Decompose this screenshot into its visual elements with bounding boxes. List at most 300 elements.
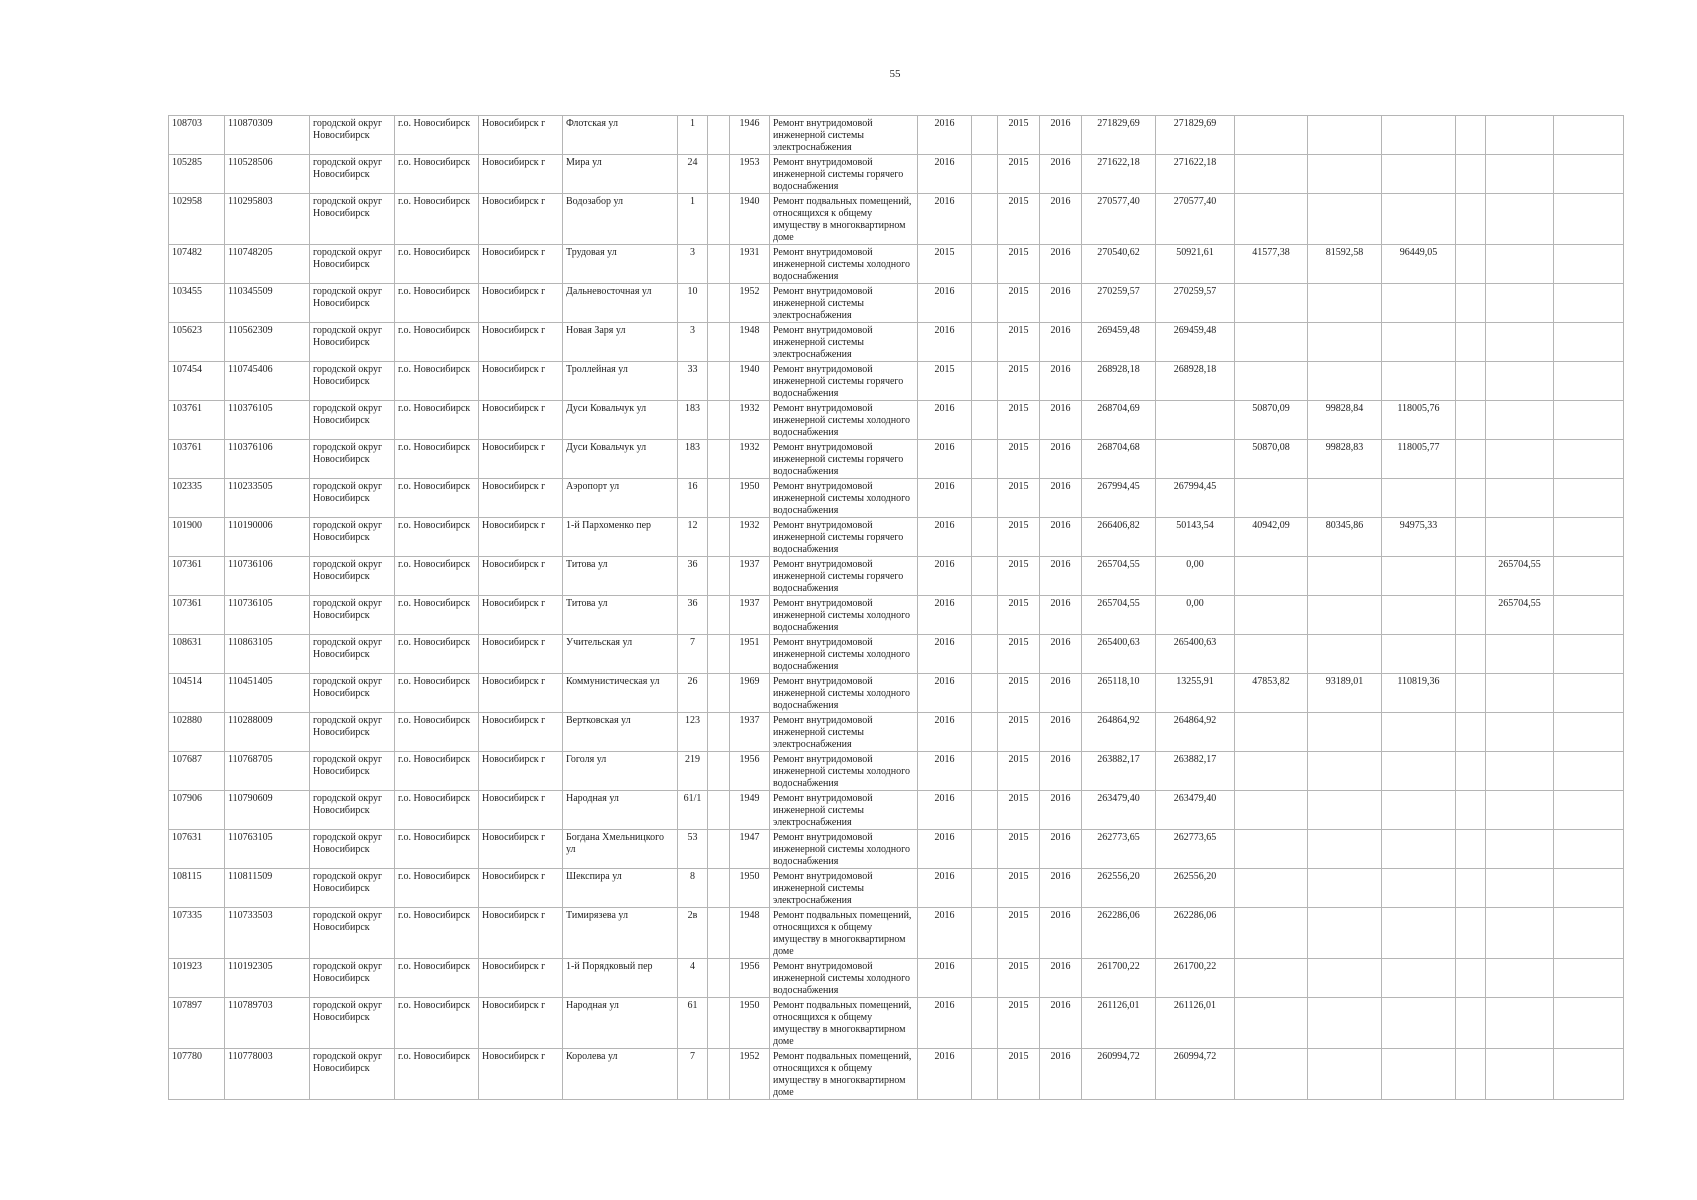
row-okrug bbox=[310, 1049, 395, 1100]
row-plan bbox=[918, 245, 972, 284]
row-empty-d bbox=[1554, 440, 1624, 479]
row-end bbox=[1040, 284, 1082, 323]
row-plan bbox=[918, 830, 972, 869]
row-amount-1 bbox=[1156, 362, 1235, 401]
row-code bbox=[225, 194, 310, 245]
row-id bbox=[169, 830, 225, 869]
row-total-text: 265704,55 bbox=[1097, 598, 1140, 609]
row-plan bbox=[918, 752, 972, 791]
row-go-text: г.о. Новосибирск bbox=[398, 196, 471, 207]
row-total-text: 263479,40 bbox=[1097, 793, 1140, 804]
row-start-text: 2015 bbox=[1008, 676, 1029, 687]
row-start-text: 2015 bbox=[1008, 364, 1029, 375]
row-amount-3 bbox=[1308, 1049, 1382, 1100]
row-go-text: г.о. Новосибирск bbox=[398, 1000, 471, 1011]
row-amount-5 bbox=[1486, 284, 1554, 323]
row-street bbox=[563, 830, 678, 869]
row-okrug bbox=[310, 194, 395, 245]
row-amount-4-text: 110819,36 bbox=[1397, 676, 1440, 687]
table-row bbox=[169, 245, 1624, 284]
row-end bbox=[1040, 440, 1082, 479]
row-amount-5 bbox=[1486, 713, 1554, 752]
row-code-text: 110870309 bbox=[228, 118, 273, 129]
row-work bbox=[770, 635, 918, 674]
row-code bbox=[225, 635, 310, 674]
row-total-text: 268704,68 bbox=[1097, 442, 1140, 453]
row-amount-1 bbox=[1156, 998, 1235, 1049]
row-end bbox=[1040, 557, 1082, 596]
row-end bbox=[1040, 596, 1082, 635]
row-amount-1 bbox=[1156, 245, 1235, 284]
row-year bbox=[730, 713, 770, 752]
row-amount-3 bbox=[1308, 284, 1382, 323]
row-id bbox=[169, 284, 225, 323]
row-year-text: 1940 bbox=[739, 364, 760, 375]
row-code bbox=[225, 518, 310, 557]
row-amount-1-text: 270259,57 bbox=[1173, 286, 1217, 297]
row-end-text: 2016 bbox=[1050, 598, 1071, 609]
row-city-text: Новосибирск г bbox=[482, 481, 546, 492]
row-go bbox=[395, 194, 479, 245]
row-year-text: 1932 bbox=[739, 520, 760, 531]
row-work bbox=[770, 830, 918, 869]
row-amount-4 bbox=[1382, 998, 1456, 1049]
row-amount-1-text: 267994,45 bbox=[1173, 481, 1217, 492]
row-amount-5 bbox=[1486, 557, 1554, 596]
row-start-text: 2015 bbox=[1008, 598, 1029, 609]
row-amount-2 bbox=[1235, 440, 1308, 479]
row-amount-4 bbox=[1382, 116, 1456, 155]
row-code bbox=[225, 479, 310, 518]
row-amount-2-text: 40942,09 bbox=[1252, 520, 1290, 531]
row-city-text: Новосибирск г bbox=[482, 520, 546, 531]
row-street-text: Тимирязева ул bbox=[566, 910, 628, 921]
row-work-text: Ремонт внутридомовой инженерной системы горячего водоснабжения bbox=[773, 559, 904, 594]
row-empty-a bbox=[708, 518, 730, 557]
row-plan-text: 2016 bbox=[934, 598, 955, 609]
row-amount-1-text: 264864,92 bbox=[1173, 715, 1217, 726]
row-empty-a bbox=[708, 245, 730, 284]
row-amount-2 bbox=[1235, 194, 1308, 245]
row-house bbox=[678, 440, 708, 479]
row-street-text: Трудовая ул bbox=[566, 247, 617, 258]
row-go-text: г.о. Новосибирск bbox=[398, 754, 471, 765]
row-street-text: Дуси Ковальчук ул bbox=[566, 442, 647, 453]
row-okrug-text: городской округ Новосибирск bbox=[313, 754, 383, 777]
row-okrug bbox=[310, 401, 395, 440]
row-go bbox=[395, 791, 479, 830]
row-id-text: 107906 bbox=[172, 793, 202, 804]
row-okrug-text: городской округ Новосибирск bbox=[313, 403, 383, 426]
row-total bbox=[1082, 194, 1156, 245]
table-row bbox=[169, 194, 1624, 245]
row-work bbox=[770, 791, 918, 830]
row-amount-1 bbox=[1156, 674, 1235, 713]
row-amount-1-text: 262773,65 bbox=[1173, 832, 1217, 843]
row-empty-a bbox=[708, 869, 730, 908]
row-id-text: 103761 bbox=[172, 442, 202, 453]
table-row bbox=[169, 998, 1624, 1049]
row-work bbox=[770, 401, 918, 440]
row-amount-1 bbox=[1156, 752, 1235, 791]
row-city bbox=[479, 194, 563, 245]
row-start bbox=[998, 362, 1040, 401]
row-work bbox=[770, 908, 918, 959]
row-year-text: 1948 bbox=[739, 325, 760, 336]
row-end-text: 2016 bbox=[1050, 715, 1071, 726]
row-id bbox=[169, 401, 225, 440]
row-year-text: 1947 bbox=[739, 832, 760, 843]
row-house bbox=[678, 998, 708, 1049]
row-street bbox=[563, 596, 678, 635]
row-city bbox=[479, 518, 563, 557]
row-total-text: 267994,45 bbox=[1097, 481, 1140, 492]
row-year-text: 1956 bbox=[739, 961, 760, 972]
row-end-text: 2016 bbox=[1050, 403, 1071, 414]
row-start bbox=[998, 791, 1040, 830]
row-work bbox=[770, 752, 918, 791]
row-amount-5 bbox=[1486, 791, 1554, 830]
row-amount-1-text: 0,00 bbox=[1186, 598, 1204, 609]
row-okrug bbox=[310, 674, 395, 713]
row-id bbox=[169, 362, 225, 401]
row-start-text: 2015 bbox=[1008, 247, 1029, 258]
row-id bbox=[169, 1049, 225, 1100]
row-start-text: 2015 bbox=[1008, 559, 1029, 570]
row-amount-5 bbox=[1486, 116, 1554, 155]
row-city-text: Новосибирск г bbox=[482, 559, 546, 570]
row-okrug bbox=[310, 323, 395, 362]
row-city bbox=[479, 1049, 563, 1100]
row-street bbox=[563, 959, 678, 998]
row-go bbox=[395, 362, 479, 401]
row-plan-text: 2016 bbox=[934, 676, 955, 687]
row-code-text: 110233505 bbox=[228, 481, 273, 492]
row-okrug bbox=[310, 479, 395, 518]
row-amount-1-text: 260994,72 bbox=[1173, 1051, 1217, 1062]
row-start bbox=[998, 518, 1040, 557]
row-work bbox=[770, 518, 918, 557]
row-amount-5-text: 265704,55 bbox=[1498, 598, 1541, 609]
row-empty-a bbox=[708, 362, 730, 401]
row-street-text: Дуси Ковальчук ул bbox=[566, 403, 647, 414]
row-total-text: 262773,65 bbox=[1097, 832, 1140, 843]
row-amount-1-text: 263479,40 bbox=[1173, 793, 1217, 804]
row-amount-2 bbox=[1235, 284, 1308, 323]
row-street bbox=[563, 635, 678, 674]
row-year bbox=[730, 959, 770, 998]
row-year bbox=[730, 245, 770, 284]
row-plan-text: 2016 bbox=[934, 118, 955, 129]
row-house bbox=[678, 362, 708, 401]
row-code bbox=[225, 959, 310, 998]
row-street bbox=[563, 752, 678, 791]
row-house-text: 53 bbox=[687, 832, 698, 843]
row-code bbox=[225, 791, 310, 830]
row-total-text: 269459,48 bbox=[1097, 325, 1140, 336]
row-amount-4-text: 94975,33 bbox=[1399, 520, 1438, 531]
row-okrug-text: городской округ Новосибирск bbox=[313, 520, 383, 543]
row-empty-a bbox=[708, 401, 730, 440]
row-go bbox=[395, 635, 479, 674]
row-amount-5 bbox=[1486, 245, 1554, 284]
row-start bbox=[998, 245, 1040, 284]
row-end-text: 2016 bbox=[1050, 559, 1071, 570]
row-amount-1-text: 50143,54 bbox=[1176, 520, 1214, 531]
row-year-text: 1949 bbox=[739, 793, 760, 804]
row-empty-b bbox=[972, 674, 998, 713]
row-amount-2 bbox=[1235, 830, 1308, 869]
row-year-text: 1952 bbox=[739, 286, 760, 297]
row-house bbox=[678, 245, 708, 284]
row-empty-a bbox=[708, 557, 730, 596]
row-end-text: 2016 bbox=[1050, 325, 1071, 336]
row-street-text: Народная ул bbox=[566, 793, 619, 804]
row-okrug bbox=[310, 518, 395, 557]
row-end bbox=[1040, 1049, 1082, 1100]
row-street-text: Водозабор ул bbox=[566, 196, 623, 207]
row-id-text: 107631 bbox=[172, 832, 202, 843]
row-empty-c bbox=[1456, 557, 1486, 596]
row-street-text: Титова ул bbox=[566, 559, 608, 570]
row-end bbox=[1040, 479, 1082, 518]
row-id-text: 108703 bbox=[172, 118, 202, 129]
row-amount-3 bbox=[1308, 440, 1382, 479]
row-id-text: 107454 bbox=[172, 364, 202, 375]
row-start-text: 2015 bbox=[1008, 832, 1029, 843]
row-go bbox=[395, 998, 479, 1049]
row-amount-3 bbox=[1308, 401, 1382, 440]
row-amount-4-text: 96449,05 bbox=[1399, 247, 1438, 258]
row-amount-3 bbox=[1308, 959, 1382, 998]
row-empty-c bbox=[1456, 440, 1486, 479]
row-work bbox=[770, 440, 918, 479]
row-street-text: Аэропорт ул bbox=[566, 481, 620, 492]
row-year-text: 1937 bbox=[739, 598, 760, 609]
row-house bbox=[678, 323, 708, 362]
row-house bbox=[678, 1049, 708, 1100]
row-amount-1 bbox=[1156, 713, 1235, 752]
row-amount-4 bbox=[1382, 791, 1456, 830]
row-go bbox=[395, 752, 479, 791]
row-empty-c bbox=[1456, 596, 1486, 635]
table-row bbox=[169, 713, 1624, 752]
row-city-text: Новосибирск г bbox=[482, 196, 546, 207]
row-house bbox=[678, 557, 708, 596]
row-total-text: 266406,82 bbox=[1097, 520, 1140, 531]
row-work bbox=[770, 284, 918, 323]
row-plan-text: 2016 bbox=[934, 637, 955, 648]
row-total bbox=[1082, 401, 1156, 440]
row-house bbox=[678, 869, 708, 908]
row-amount-1 bbox=[1156, 401, 1235, 440]
row-year-text: 1950 bbox=[739, 871, 760, 882]
row-amount-2 bbox=[1235, 245, 1308, 284]
row-street bbox=[563, 674, 678, 713]
row-work-text: Ремонт внутридомовой инженерной системы холодного водоснабжения bbox=[773, 598, 910, 633]
row-empty-b bbox=[972, 155, 998, 194]
row-house-text: 7 bbox=[690, 637, 695, 648]
row-amount-1-text: 271622,18 bbox=[1173, 157, 1217, 168]
row-work bbox=[770, 869, 918, 908]
row-city-text: Новосибирск г bbox=[482, 403, 546, 414]
row-amount-2 bbox=[1235, 596, 1308, 635]
row-plan-text: 2016 bbox=[934, 481, 955, 492]
row-city-text: Новосибирск г bbox=[482, 1000, 546, 1011]
row-amount-3 bbox=[1308, 830, 1382, 869]
row-house bbox=[678, 635, 708, 674]
row-work-text: Ремонт внутридомовой инженерной системы горячего водоснабжения bbox=[773, 157, 904, 192]
row-amount-3 bbox=[1308, 998, 1382, 1049]
row-amount-2 bbox=[1235, 674, 1308, 713]
row-empty-d bbox=[1554, 752, 1624, 791]
row-go-text: г.о. Новосибирск bbox=[398, 286, 471, 297]
row-city bbox=[479, 998, 563, 1049]
row-okrug-text: городской округ Новосибирск bbox=[313, 247, 383, 270]
row-amount-2 bbox=[1235, 908, 1308, 959]
row-street-text: Мира ул bbox=[566, 157, 602, 168]
row-id-text: 105623 bbox=[172, 325, 202, 336]
row-go-text: г.о. Новосибирск bbox=[398, 364, 471, 375]
row-end bbox=[1040, 155, 1082, 194]
row-okrug-text: городской округ Новосибирск bbox=[313, 196, 383, 219]
row-work bbox=[770, 998, 918, 1049]
row-id bbox=[169, 908, 225, 959]
row-code-text: 110295803 bbox=[228, 196, 273, 207]
row-start bbox=[998, 908, 1040, 959]
row-start-text: 2015 bbox=[1008, 442, 1029, 453]
row-amount-2 bbox=[1235, 959, 1308, 998]
row-empty-d bbox=[1554, 596, 1624, 635]
row-okrug bbox=[310, 635, 395, 674]
row-city bbox=[479, 245, 563, 284]
row-go bbox=[395, 155, 479, 194]
row-year bbox=[730, 596, 770, 635]
row-end bbox=[1040, 791, 1082, 830]
row-amount-4 bbox=[1382, 752, 1456, 791]
row-plan-text: 2015 bbox=[934, 364, 955, 375]
row-amount-1 bbox=[1156, 323, 1235, 362]
row-plan bbox=[918, 869, 972, 908]
row-year bbox=[730, 479, 770, 518]
row-plan bbox=[918, 518, 972, 557]
table-row bbox=[169, 155, 1624, 194]
row-total bbox=[1082, 284, 1156, 323]
row-street-text: Коммунистическая ул bbox=[566, 676, 660, 687]
row-id-text: 107687 bbox=[172, 754, 202, 765]
row-code-text: 110376105 bbox=[228, 403, 273, 414]
row-work bbox=[770, 1049, 918, 1100]
row-work bbox=[770, 245, 918, 284]
row-city bbox=[479, 674, 563, 713]
row-start-text: 2015 bbox=[1008, 1000, 1029, 1011]
row-code-text: 110528506 bbox=[228, 157, 273, 168]
row-amount-1 bbox=[1156, 791, 1235, 830]
row-empty-b bbox=[972, 998, 998, 1049]
row-go bbox=[395, 596, 479, 635]
row-work-text: Ремонт внутридомовой инженерной системы холодного водоснабжения bbox=[773, 637, 910, 672]
row-house-text: 1 bbox=[690, 118, 695, 129]
row-amount-3-text: 99828,84 bbox=[1325, 403, 1364, 414]
row-go bbox=[395, 959, 479, 998]
row-end-text: 2016 bbox=[1050, 118, 1071, 129]
row-amount-3-text: 99828,83 bbox=[1325, 442, 1364, 453]
row-go bbox=[395, 440, 479, 479]
row-okrug bbox=[310, 116, 395, 155]
row-code bbox=[225, 284, 310, 323]
row-go bbox=[395, 116, 479, 155]
row-id bbox=[169, 752, 225, 791]
row-empty-b bbox=[972, 479, 998, 518]
row-house bbox=[678, 959, 708, 998]
row-amount-3 bbox=[1308, 908, 1382, 959]
row-end-text: 2016 bbox=[1050, 196, 1071, 207]
row-amount-5 bbox=[1486, 479, 1554, 518]
row-go-text: г.о. Новосибирск bbox=[398, 832, 471, 843]
row-work-text: Ремонт внутридомовой инженерной системы холодного водоснабжения bbox=[773, 247, 910, 282]
row-start bbox=[998, 635, 1040, 674]
row-code bbox=[225, 116, 310, 155]
row-work-text: Ремонт внутридомовой инженерной системы холодного водоснабжения bbox=[773, 481, 910, 516]
row-street bbox=[563, 791, 678, 830]
row-empty-a bbox=[708, 908, 730, 959]
table-row bbox=[169, 362, 1624, 401]
row-code-text: 110345509 bbox=[228, 286, 273, 297]
row-end-text: 2016 bbox=[1050, 157, 1071, 168]
row-empty-a bbox=[708, 479, 730, 518]
row-empty-a bbox=[708, 116, 730, 155]
row-go bbox=[395, 323, 479, 362]
row-amount-4 bbox=[1382, 674, 1456, 713]
row-end bbox=[1040, 635, 1082, 674]
row-house bbox=[678, 791, 708, 830]
row-house bbox=[678, 284, 708, 323]
row-empty-b bbox=[972, 116, 998, 155]
row-end-text: 2016 bbox=[1050, 364, 1071, 375]
row-house-text: 24 bbox=[687, 157, 698, 168]
row-plan-text: 2016 bbox=[934, 1000, 955, 1011]
row-go-text: г.о. Новосибирск bbox=[398, 1051, 471, 1062]
row-id-text: 107335 bbox=[172, 910, 202, 921]
row-amount-5 bbox=[1486, 596, 1554, 635]
row-okrug-text: городской округ Новосибирск bbox=[313, 481, 383, 504]
row-empty-b bbox=[972, 791, 998, 830]
row-year-text: 1969 bbox=[739, 676, 760, 687]
row-end bbox=[1040, 194, 1082, 245]
row-empty-b bbox=[972, 869, 998, 908]
row-start-text: 2015 bbox=[1008, 325, 1029, 336]
row-amount-1-text: 262556,20 bbox=[1173, 871, 1217, 882]
row-okrug-text: городской округ Новосибирск bbox=[313, 637, 383, 660]
row-empty-b bbox=[972, 194, 998, 245]
row-okrug bbox=[310, 752, 395, 791]
row-amount-3 bbox=[1308, 713, 1382, 752]
row-work-text: Ремонт внутридомовой инженерной системы электроснабжения bbox=[773, 715, 873, 750]
row-code-text: 110811509 bbox=[228, 871, 273, 882]
row-code-text: 110288009 bbox=[228, 715, 273, 726]
row-street bbox=[563, 869, 678, 908]
row-empty-c bbox=[1456, 674, 1486, 713]
row-total bbox=[1082, 959, 1156, 998]
row-total bbox=[1082, 479, 1156, 518]
row-year bbox=[730, 284, 770, 323]
row-id bbox=[169, 116, 225, 155]
row-work bbox=[770, 674, 918, 713]
row-house bbox=[678, 518, 708, 557]
row-empty-d bbox=[1554, 245, 1624, 284]
row-house bbox=[678, 830, 708, 869]
row-total bbox=[1082, 116, 1156, 155]
